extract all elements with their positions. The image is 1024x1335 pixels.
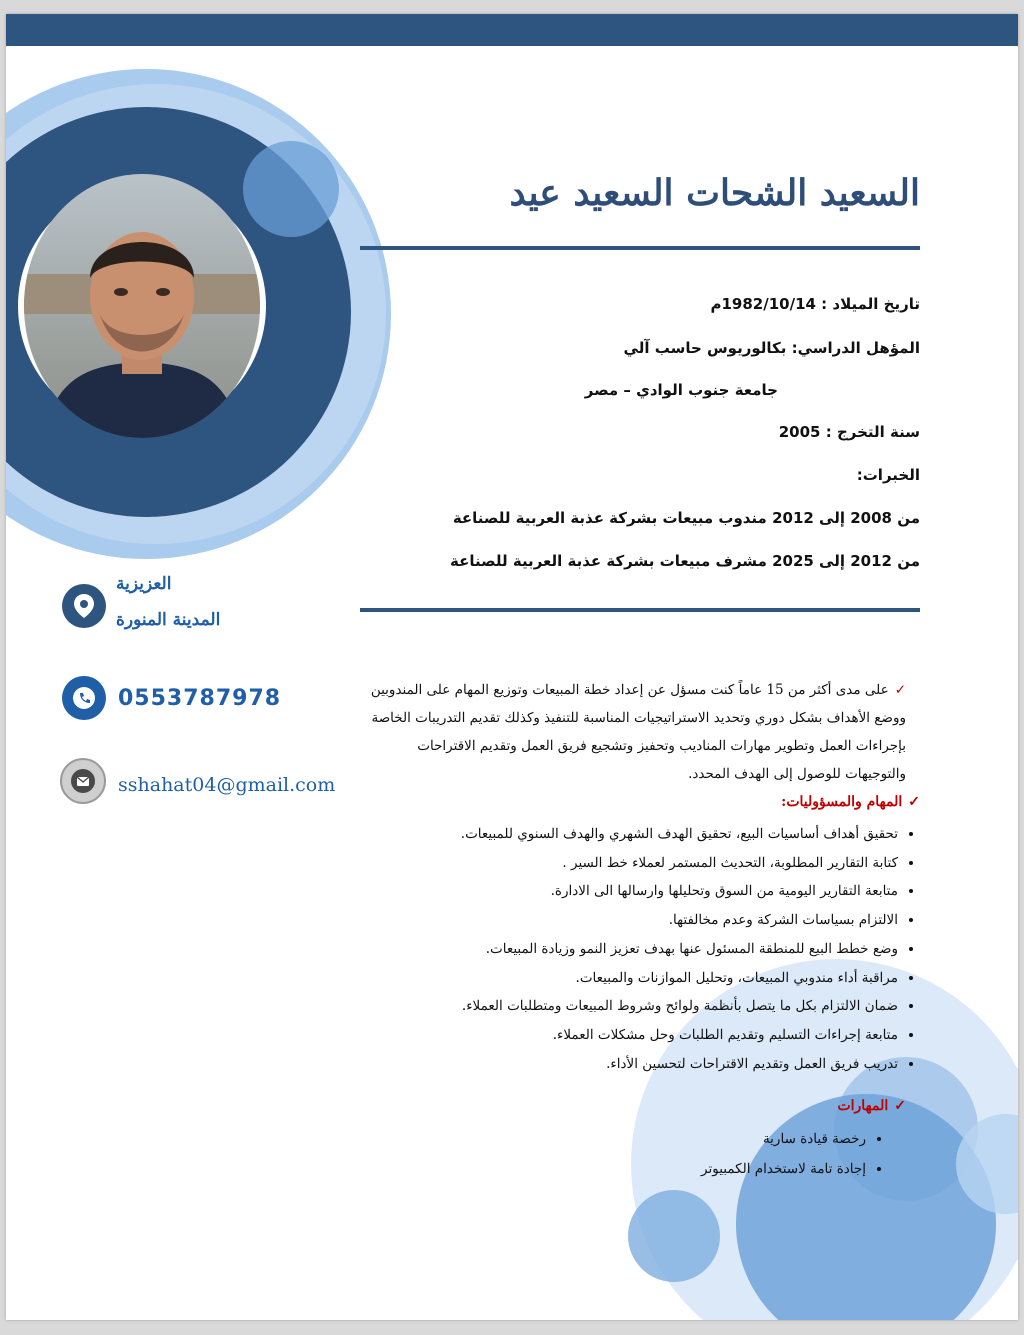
- birth-date: تاريخ الميلاد : 1982/10/14م: [710, 295, 920, 313]
- divider-bottom: [360, 608, 920, 612]
- list-item: • متابعة إجراءات التسليم وتقديم الطلبات وحل مشكلات العملاء.: [461, 1021, 898, 1050]
- full-name: السعيد الشحات السعيد عيد: [509, 172, 920, 214]
- profile-photo: [24, 174, 260, 438]
- qualification: المؤهل الدراسي: بكالوريوس حاسب آلي: [623, 339, 920, 357]
- district: العزيزية: [116, 574, 172, 594]
- phone-icon-wrap: [62, 676, 106, 720]
- resume-page: [6, 14, 1018, 1320]
- list-item: • وضع خطط البيع للمنطقة المسئول عنها بهدف تعزيز النمو وزيادة المبيعات.: [461, 935, 898, 964]
- location-icon-wrap: [62, 584, 106, 628]
- checkmark-icon: ✓: [894, 1098, 906, 1114]
- skills-title: المهارات: [837, 1098, 889, 1114]
- skills-list: [701, 1124, 888, 1184]
- divider-top: [360, 246, 920, 250]
- list-item: • متابعة التقارير اليومية من السوق وتحليلها وارسالها الى الادارة.: [461, 877, 898, 906]
- email-icon: [70, 768, 96, 794]
- experience-item: من 2008 إلى 2012 مندوب مبيعات بشركة عذبة العربية للصناعة: [452, 509, 920, 527]
- list-item: • كتابة التقارير المطلوبة، التحديث المستمر لعملاء خط السير .: [461, 849, 898, 878]
- list-item: • ضمان الالتزام بكل ما يتصل بأنظمة ولوائح وشروط المبيعات ومتطلبات العملاء.: [461, 992, 898, 1021]
- city: المدينة المنورة: [116, 610, 221, 630]
- skills-heading: [837, 1098, 906, 1114]
- list-item: • إجادة تامة لاستخدام الكمبيوتر: [701, 1154, 866, 1184]
- phone-icon: [72, 686, 96, 710]
- checkmark-icon: ✓: [894, 682, 906, 698]
- phone-number[interactable]: 0553787978: [118, 686, 282, 711]
- summary-text: على مدى أكثر من 15 عاماً كنت مسؤل عن إعداد خطة المبيعات وتوزيع المهام على المندوبين ووضع الأهداف بشكل دوري وتحديد الاستراتيجيات المناسبة للتنفيذ وكذلك تقديم التدريبات الخاصة بإجراءات العمل وتطوير مهارات المناديب وتحفيز وتشجيع فريق العمل وتقديم الاقتراحات والتوجيهات للوصول إلى الهدف المحدد.: [370, 682, 906, 782]
- responsibilities-list: [461, 820, 920, 1078]
- email-address[interactable]: sshahat04@gmail.com: [118, 774, 336, 796]
- list-item: • تدريب فريق العمل وتقديم الاقتراحات لتحسين الأداء.: [461, 1050, 898, 1079]
- bubble-left: [628, 1190, 720, 1282]
- email-icon-wrap: [60, 758, 106, 804]
- responsibilities-heading: [781, 794, 920, 810]
- list-item: • الالتزام بسياسات الشركة وعدم مخالفتها.: [461, 906, 898, 935]
- responsibilities-title: المهام والمسؤوليات:: [781, 794, 903, 810]
- list-item: • رخصة قيادة سارية: [701, 1124, 866, 1154]
- checkmark-icon: ✓: [908, 794, 920, 810]
- location-pin-icon: [73, 593, 95, 619]
- list-item: • تحقيق أهداف أساسيات البيع، تحقيق الهدف الشهري والهدف السنوي للمبيعات.: [461, 820, 898, 849]
- experience-title: الخبرات:: [856, 466, 920, 484]
- small-accent-circle: [243, 141, 339, 237]
- graduation-year: سنة التخرج : 2005: [778, 423, 920, 441]
- university: جامعة جنوب الوادي – مصر: [584, 381, 778, 399]
- summary-paragraph: [358, 676, 906, 788]
- experience-item: من 2012 إلى 2025 مشرف مبيعات بشركة عذبة العربية للصناعة: [449, 552, 920, 570]
- list-item: • مراقبة أداء مندوبي المبيعات، وتحليل الموازنات والمبيعات.: [461, 964, 898, 993]
